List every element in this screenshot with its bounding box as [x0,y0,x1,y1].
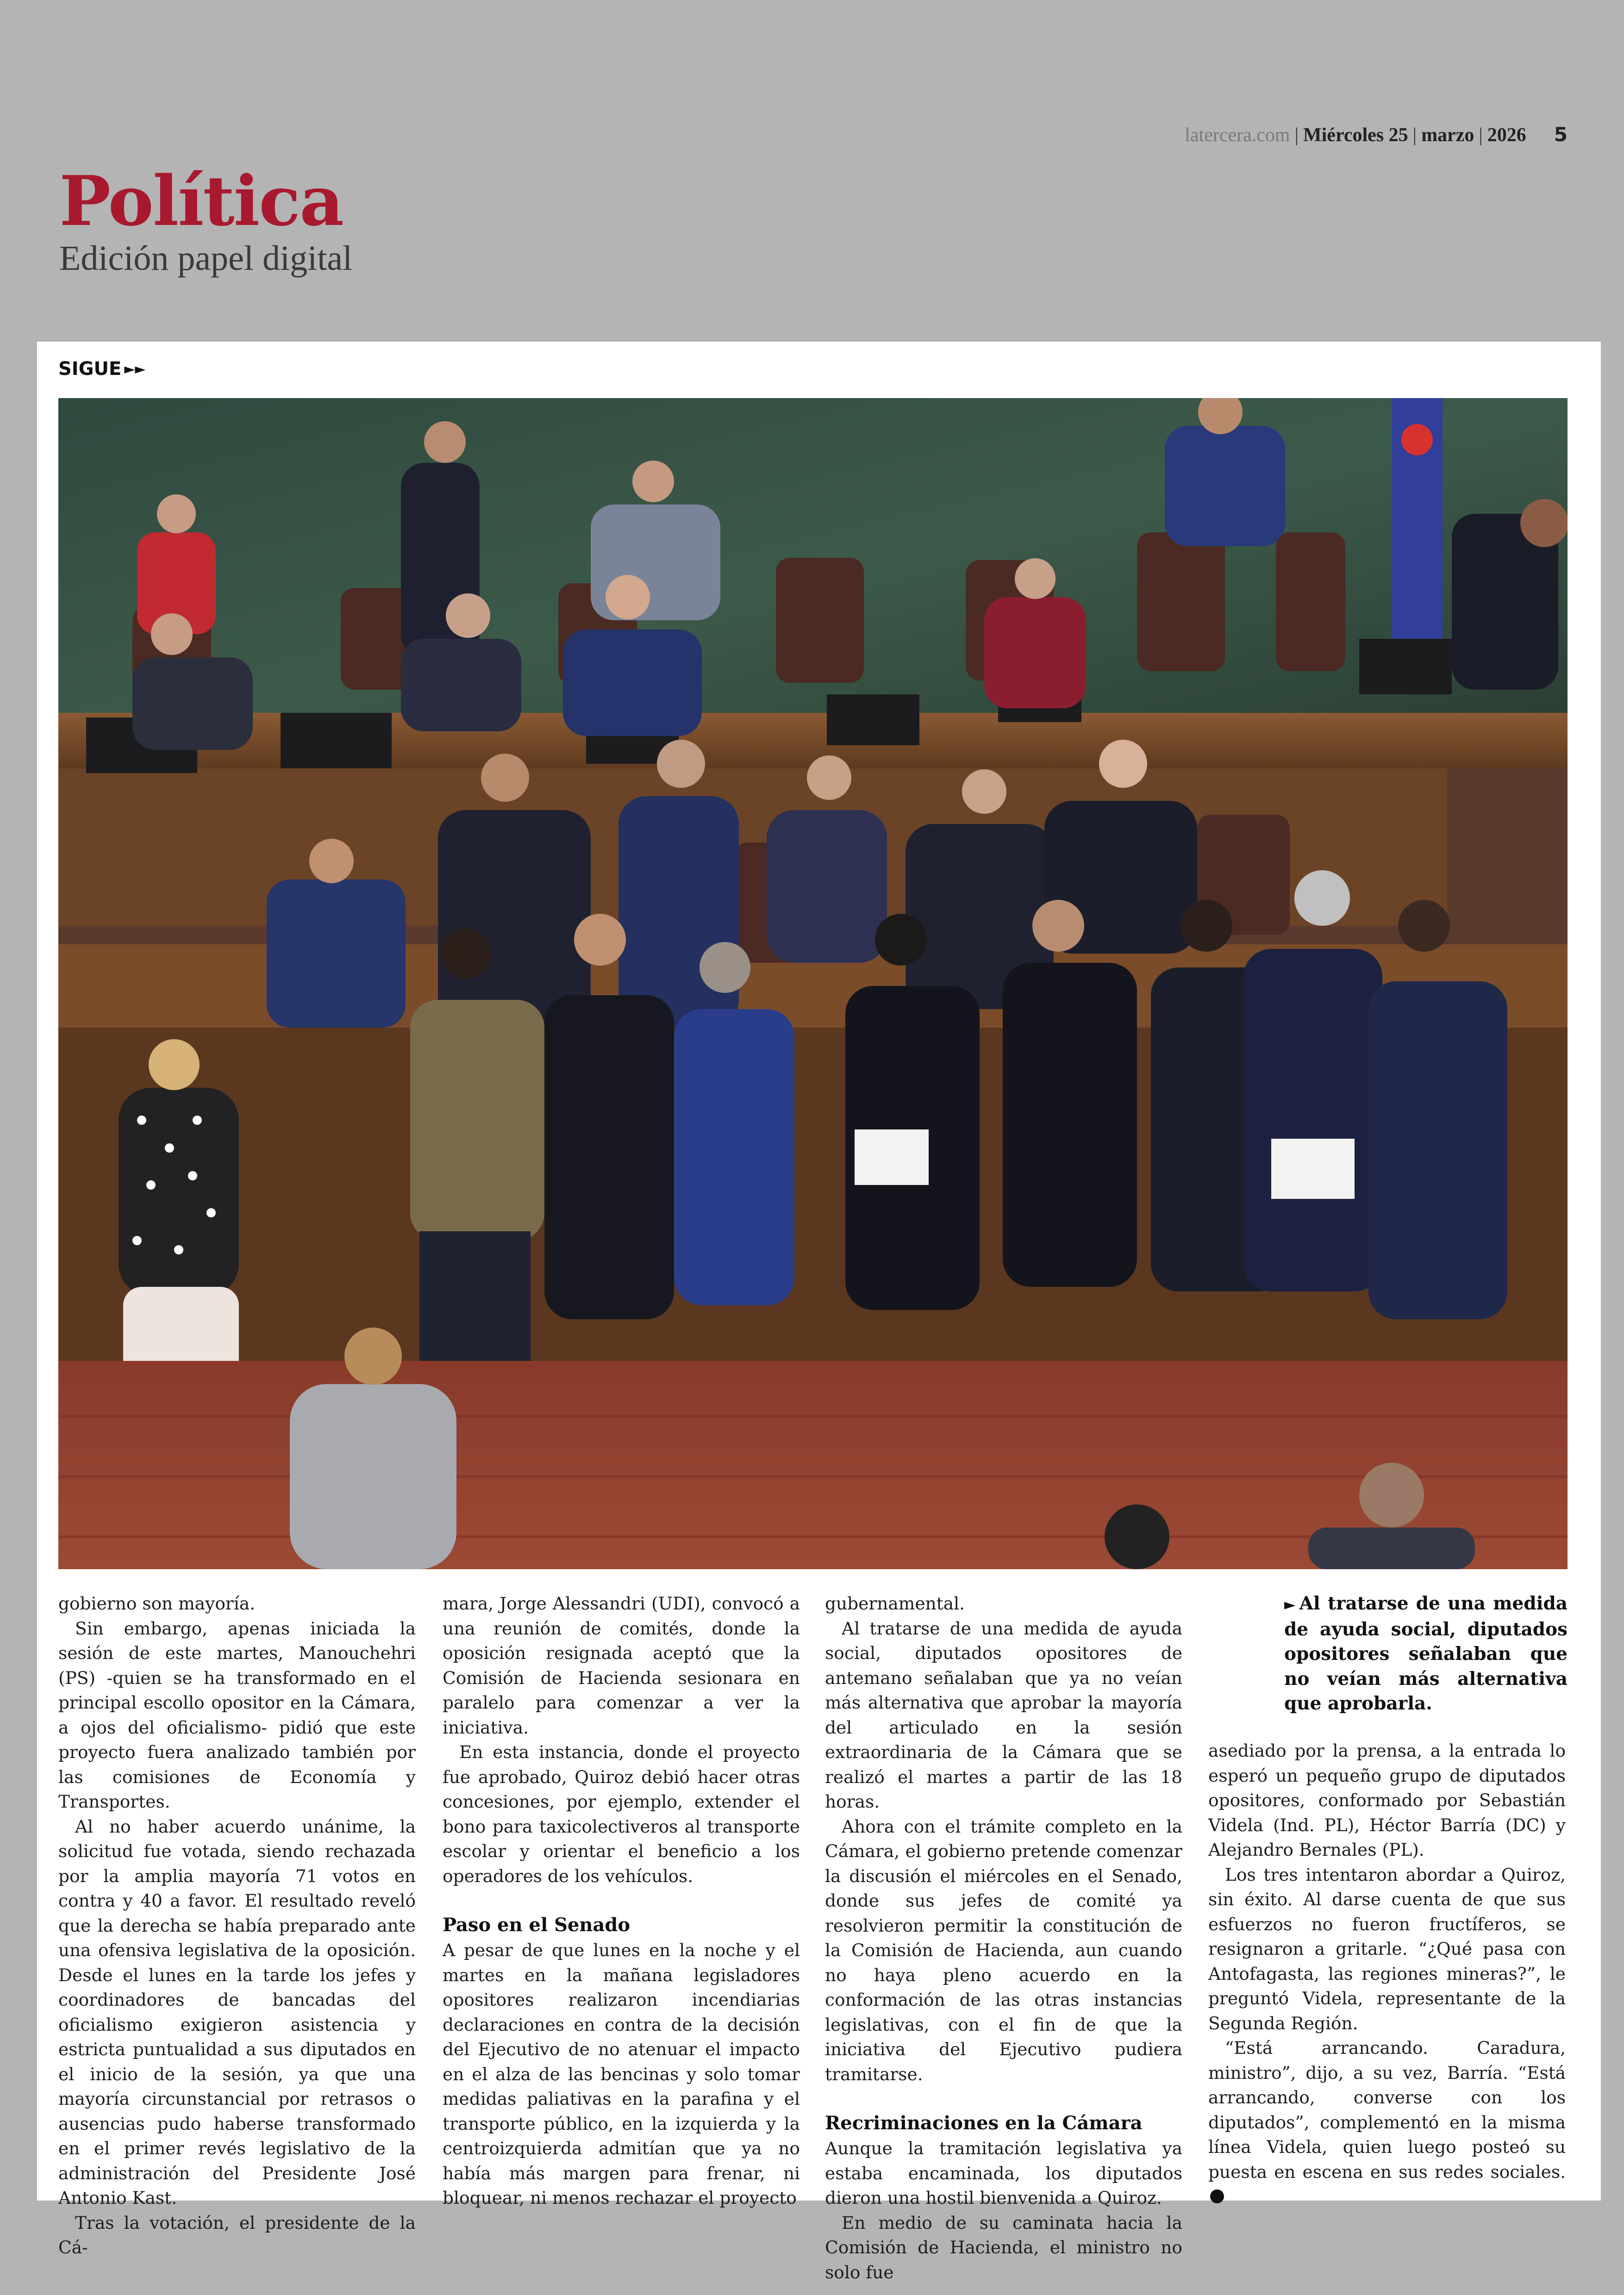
article-paragraph: Al no haber acuerdo unánime, la solicitud fue votada, siendo rechazada por la amplia mayoría 71 votos en contra y 40 a favor. El resultado reveló que la derecha se había preparado ante una ofensiva legislativa de la oposición. Desde el lunes en la tarde los jefes y coordinadores de bancadas del oficialismo exigieron asistencia y estricta puntualidad a sus diputados en el inicio de la sesión, ya que una mayoría circunstancial por retrasos o ausencias pudo haberse transformado en el primer revés legislativo de la administración del Presidente José Antonio Kast. [58,1816,416,2208]
page-number: 5 [1554,123,1568,146]
photo-illustration [58,398,1568,1569]
final-text: “Está arrancando. Caradura, ministro”, dijo, a su vez, Barría. “Está arrancando, converse con los diputados”, complementó en la misma línea Videla, quien luego posteó su puesta en escena en sus redes sociales. [1208,2038,1566,2182]
main-photo [58,398,1568,1569]
article-paragraph: Tras la votación, el presidente de la Cá- [58,2212,416,2258]
article-column-2 [443,1591,800,2211]
sigue-label [58,358,145,380]
article-paragraph: gubernamental. [825,1593,965,1614]
article-paragraph: gobierno son mayoría. [58,1593,256,1614]
article-paragraph: Aunque la tramitación legislativa ya estaba encaminada, los diputados dieron una hostil bienvenida a Quiroz. [825,2138,1182,2208]
date-month: marzo [1421,125,1474,146]
pull-quote [1284,1591,1568,1716]
article-paragraph: Al tratarse de una medida de ayuda social, diputados opositores de antemano señalaban que ya no veían más alternativa que aprobar la mayoría del articulado en la sesión extraordinaria de la Cámara que se realizó el martes a partir de las 18 horas. [825,1618,1182,1812]
article-paragraph: A pesar de que lunes en la noche y el martes en la mañana legisladores opositores realizaron incendiarias declaraciones en contra de la decisión del Ejecutivo de no atenuar el impacto en el alza de las bencinas y solo tomar medidas paliativas en la parafina y el transporte público, en la izquierda y la centroizquierda admitían que ya no había más margen para frenar, ni bloquear, ni menos rechazar el proyecto [443,1940,800,2208]
article-paragraph: En esta instancia, donde el proyecto fue aprobado, Quiroz debió hacer otras concesiones, por ejemplo, extender el bono para taxicolectiveros al transporte escolar y orientar el beneficio a los operadores de los vehículos. [443,1742,800,1886]
article-paragraph: mara, Jorge Alessandri (UDI), convocó a una reunión de comités, donde la oposición resignada aceptó que la Comisión de Hacienda sesionara en paralelo para comenzar a ver la iniciativa. [443,1593,800,1738]
subheading-senado: Paso en el Senado [443,1914,631,1936]
article-column-4 [1208,1739,1566,2209]
article-paragraph: Ahora con el trámite completo en la Cámara, el gobierno pretende comenzar la discusión el miércoles en el Senado, donde sus jefes de comité ya resolvieron permitir la constitución de la Comisión de Hacienda, aun cuando no haya pleno acuerdo en la conformación de las otras instancias legislativas, con el fin de que la iniciativa del Ejecutivo pudiera tramitarse. [825,1816,1182,2084]
section-title: Política [59,161,344,241]
article-paragraph-final [1208,2036,1566,2209]
date-year: 2026 [1487,125,1526,146]
masthead-dateline: latercera.com | Miércoles 25 | marzo | 2026 5 [1185,123,1568,146]
section-subtitle: Edición papel digital [59,239,353,278]
pullquote-marker-icon: ► [1284,1596,1296,1613]
newspaper-page [37,342,1601,2283]
article-paragraph: Sin embargo, apenas iniciada la sesión de este martes, Manouchehri (PS) -quien se ha transformado en el principal escollo opositor en la Cámara, a ojos del oficialismo- pidió que este proyecto fuera analizado también por las comisiones de Economía y Transportes. [58,1618,416,1812]
article-paragraph: En medio de su caminata hacia la Comisión de Hacienda, el ministro no solo fue [825,2212,1182,2283]
continue-arrows-icon: ►► [124,361,146,377]
subheading-recriminaciones: Recriminaciones en la Cámara [825,2112,1143,2134]
article-paragraph: asediado por la prensa, a la entrada lo esperó un pequeño grupo de diputados opositores, conformado por Sebastián Videla (Ind. PL), Héctor Barría (DC) y Alejandro Bernales (PL). [1208,1740,1566,1860]
article-column-1 [58,1591,416,2260]
site-name[interactable]: latercera.com [1185,125,1290,146]
article-paragraph: Los tres intentaron abordar a Quiroz, sin éxito. Al darse cuenta de que sus esfuerzos no fueron fructíferos, se resignaron a gritarle. “¿Qué pasa con Antofagasta, las regiones mineras?”, le preguntó Videla, representante de la Segunda Región. [1208,1864,1566,2033]
sigue-text: SIGUE [58,358,122,380]
pullquote-text: Al tratarse de una medida de ayuda social, diputados opositores señalaban que no veían más alternativa que aprobarla. [1284,1593,1568,1714]
article-column-3 [825,1591,1182,2285]
date-day: Miércoles 25 [1303,125,1408,146]
end-of-article-icon [1210,2189,1224,2203]
